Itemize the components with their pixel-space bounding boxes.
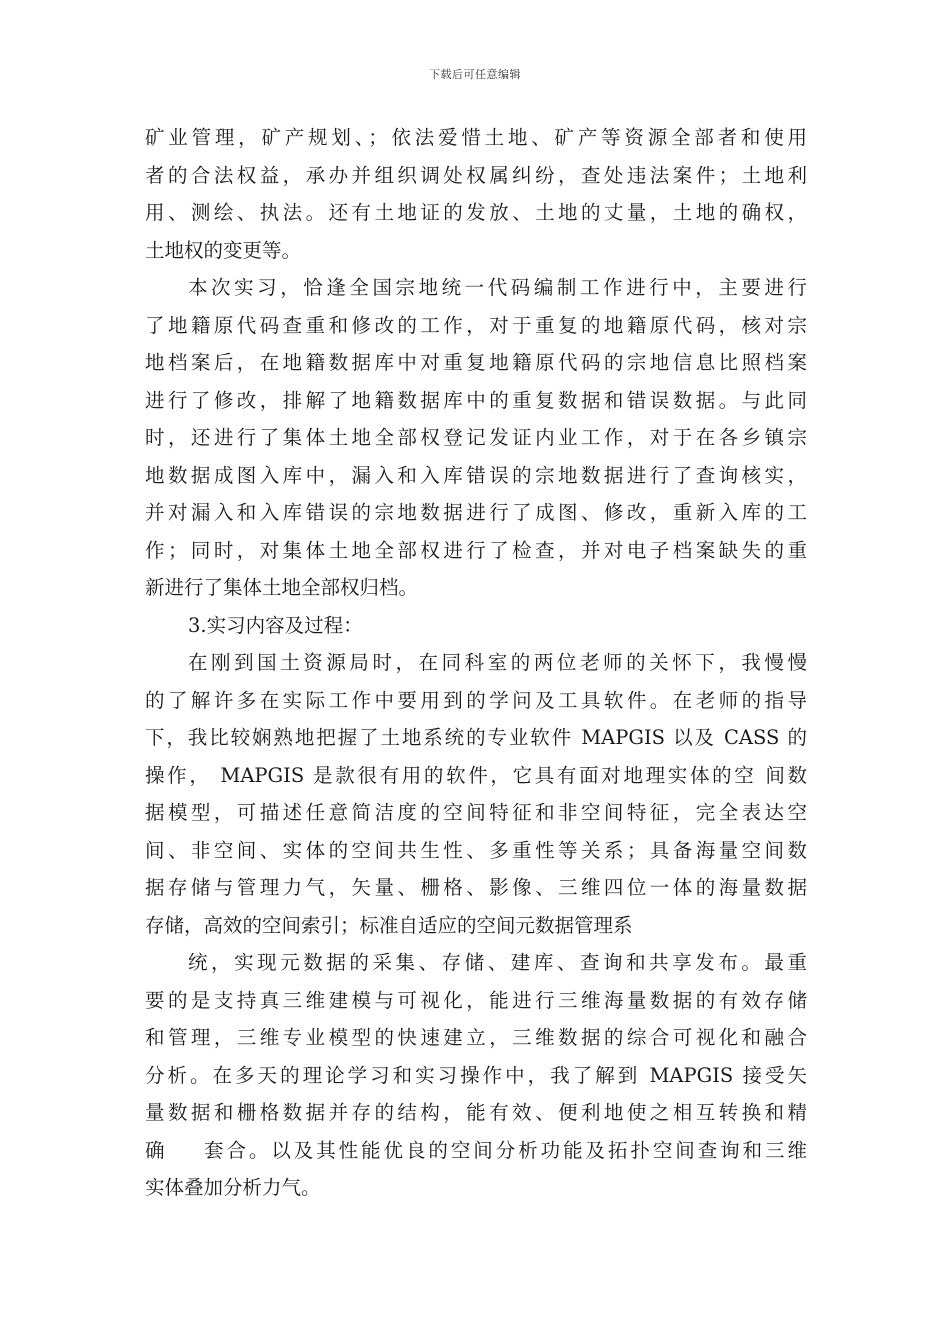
page-header-note: 下载后可任意编辑 xyxy=(429,68,521,81)
text-line: 和管理，三维专业模型的快速建立，三维数据的综合可视化和融合 xyxy=(145,1026,807,1049)
document-body xyxy=(145,119,807,1207)
text-line: 矿业管理，矿产规划、；依法爱惜土地、矿产等资源全部者和使用 xyxy=(145,126,807,149)
text-line: 并对漏入和入库错误的宗地数据进行了成图、修改，重新入库的工 xyxy=(145,501,807,524)
text-line: 据模型，可描述任意简洁度的空间特征和非空间特征，完全表达空 xyxy=(145,801,807,824)
text-line: 下，我比较娴熟地把握了土地系统的专业软件 MAPGIS 以及 CASS 的 xyxy=(145,726,807,749)
text-line: 了地籍原代码查重和修改的工作，对于重复的地籍原代码，核对宗 xyxy=(145,313,807,337)
text-line: 分析。在多天的理论学习和实习操作中，我了解到 MAPGIS 接受矢 xyxy=(145,1063,807,1087)
text-line: 存储，高效的空间索引；标准自适应的空间元数据管理系 xyxy=(145,913,633,937)
text-line: 新进行了集体土地全部权归档。 xyxy=(145,576,419,599)
text-line: 作；同时，对集体土地全部权进行了检查，并对电子档案缺失的重 xyxy=(145,538,807,562)
text-line: 本次实习，恰逢全国宗地统一代码编制工作进行中，主要进行 xyxy=(188,276,807,299)
text-line: 时，还进行了集体土地全部权登记发证内业工作，对于在各乡镇宗 xyxy=(145,426,807,449)
text-line: 统，实现元数据的采集、存储、建库、查询和共享发布。最重 xyxy=(188,951,807,974)
text-line: 实体叠加分析力气。 xyxy=(145,1176,321,1199)
text-line: 土地权的变更等。 xyxy=(145,238,302,262)
text-line: 者的合法权益，承办并组织调处权属纠纷，查处违法案件；土地利 xyxy=(145,163,807,187)
text-line: 用、测绘、执法。还有土地证的发放、土地的丈量，土地的确权， xyxy=(145,201,807,224)
text-line: 进行了修改，排解了地籍数据库中的重复数据和错误数据。与此同 xyxy=(145,388,807,412)
text-line: 操作， MAPGIS 是款很有用的软件，它具有面对地理实体的空 间数 xyxy=(145,763,807,787)
text-line: 的了解许多在实际工作中要用到的学问及工具软件。在老师的指导 xyxy=(145,688,807,712)
text-line: 在刚到国土资源局时，在同科室的两位老师的关怀下，我慢慢 xyxy=(188,651,807,674)
text-line: 间、非空间、实体的空间共生性、多重性等关系；具备海量空间数 xyxy=(145,838,807,862)
text-line: 地档案后，在地籍数据库中对重复地籍原代码的宗地信息比照档案 xyxy=(145,351,807,374)
text-line: 3.实习内容及过程： xyxy=(188,613,363,637)
text-line: 确 套合。以及其性能优良的空间分析功能及拓扑空间查询和三维 xyxy=(145,1138,807,1162)
text-line: 地数据成图入库中，漏入和入库错误的宗地数据进行了查询核实， xyxy=(145,463,807,487)
text-line: 据存储与管理力气，矢量、栅格、影像、三维四位一体的海量数据 xyxy=(145,876,807,899)
text-line: 要的是支持真三维建模与可视化，能进行三维海量数据的有效存储 xyxy=(145,988,807,1012)
text-line: 量数据和栅格数据并存的结构，能有效、便利地使之相互转换和精 xyxy=(145,1101,807,1124)
